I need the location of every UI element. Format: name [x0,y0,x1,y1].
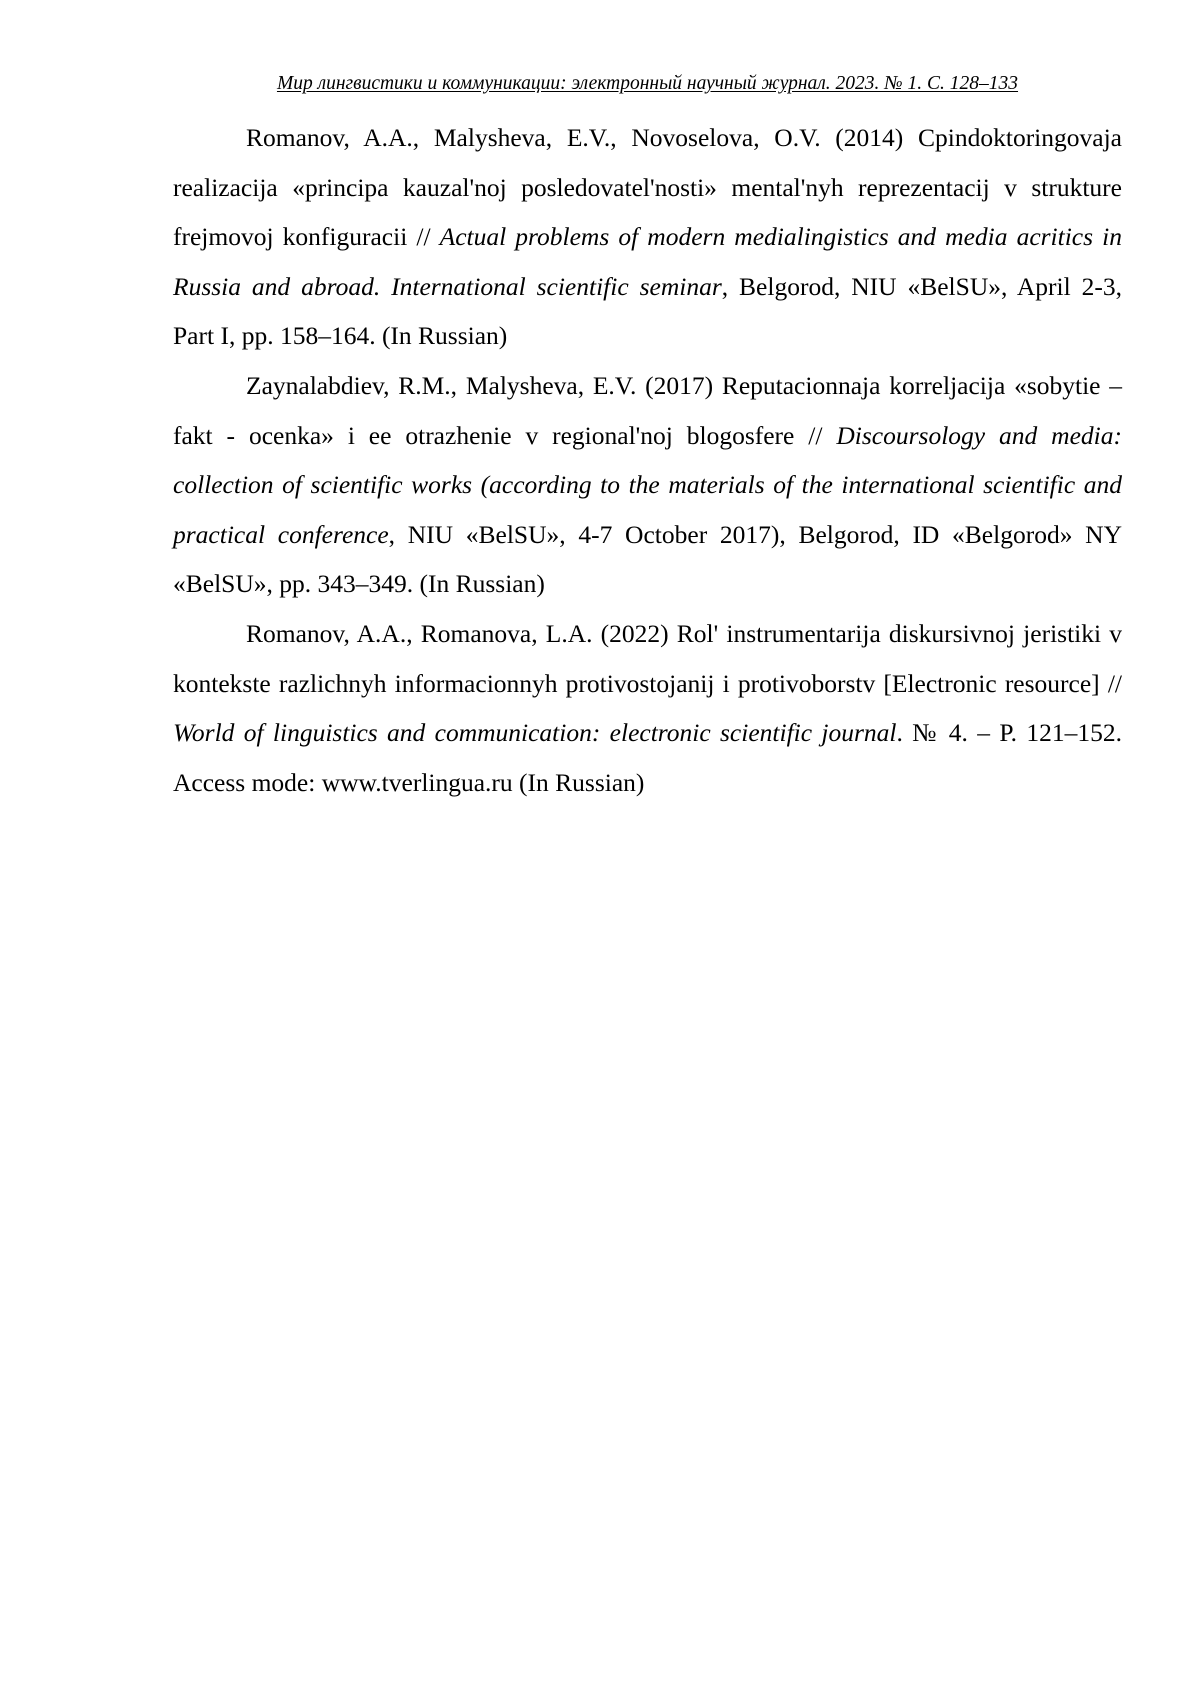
reference-text: Zaynalabdiev, R.M., Malysheva, E.V. (2017) Reputacionnaja korreljacija «sobytie – fakt - ocenka» i ee otrazhenie v regional'noj blogosfere // [173,370,1122,450]
reference-details: . № 4. – P. 121–152. Access mode: www.tverlingua.ru (In Russian) [173,718,1122,797]
reference-entry-zaynalabdiev-2017 [173,361,1122,609]
reference-source-title: World of linguistics and communication: electronic scientific journal [173,718,897,748]
reference-text: Romanov, A.A., Romanova, L.A. (2022) Rol' instrumentarija diskursivnoj jeristiki v kontekste razlichnyh informacionnyh protivostojanij i protivoborstv [Electronic resource] // [173,618,1122,698]
reference-details: , Belgorod, NIU «BelSU», April 2-3, Part I, pp. 158–164. (In Russian) [173,271,1122,351]
reference-text: Romanov, A.A., Malysheva, E.V., Novoselova, O.V. (2014) Cpindoktoringovaja realizacija «principa kauzal'noj posledovatel'nosti» mental'nyh reprezentacij v strukture frejmovoj konfiguracii // [173,123,1122,252]
reference-entry-romanov-2022 [173,609,1122,807]
reference-source-title: Actual problems of modern medialingistics and media acritics in Russia and abroad. International scientific seminar [173,222,1122,301]
reference-details: , NIU «BelSU», 4-7 October 2017), Belgorod, ID «Belgorod» NY «BelSU», pp. 343–349. (In Russian) [173,519,1122,599]
reference-source-title: Discoursology and media: collection of scientific works (according to the materials of the international scientific and practical conference [173,420,1122,549]
running-header: Мир лингвистики и коммуникации: электронный научный журнал. 2023. № 1. С. 128–133 [276,73,1019,94]
reference-list [173,113,1122,807]
reference-entry-romanov-2014 [173,113,1122,361]
